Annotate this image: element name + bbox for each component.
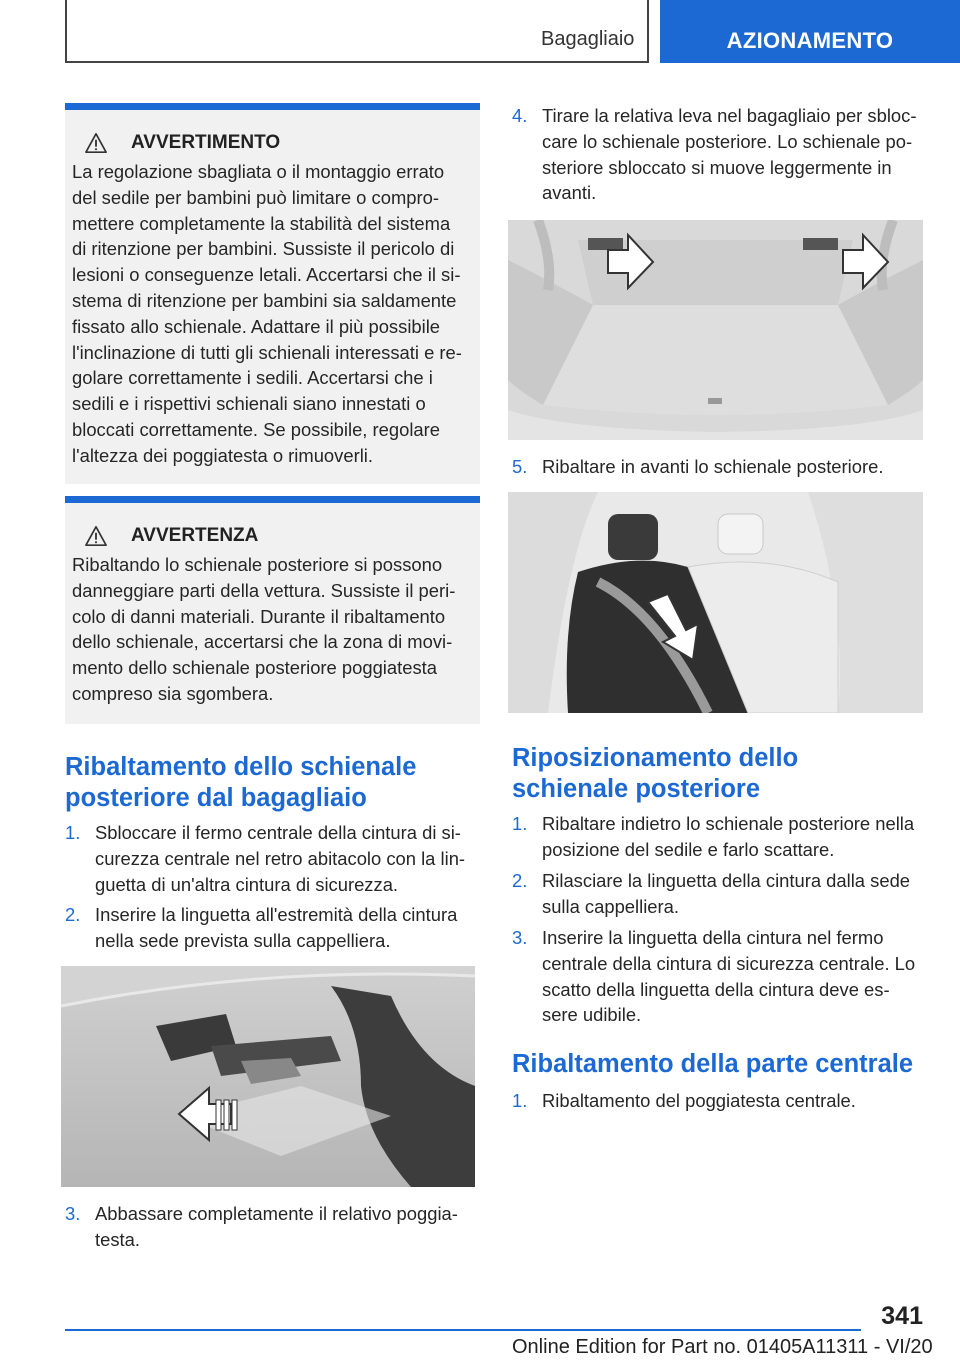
- section-heading-riposizionamento: [512, 743, 798, 805]
- page-number: 341: [881, 1302, 923, 1330]
- footer-edition-text: Online Edition for Part no. 01405A11311 - VI/20: [512, 1336, 933, 1358]
- warning-title-text: AVVERTENZA: [131, 525, 259, 546]
- step-item: [512, 811, 932, 863]
- step-item: [512, 454, 932, 480]
- warning-line: colo di danni materiali. Durante il ribaltamento: [72, 605, 446, 627]
- warning-line: mento dello schienale posteriore poggiatesta: [72, 657, 437, 679]
- warning-title: [85, 132, 474, 154]
- heading-line: posteriore dal bagagliaio: [65, 784, 367, 812]
- warning-triangle-icon: [85, 525, 107, 547]
- step-number: 3.: [65, 1203, 81, 1224]
- step-number: 1.: [512, 1090, 528, 1111]
- step-line: Inserire la linguetta all'estremità della cintura: [95, 904, 458, 925]
- parcel-shelf-illustration: [61, 966, 475, 1187]
- warning-line: sedili e i rispettivi schienali siano innestati o: [72, 393, 426, 415]
- header-chapter-tab[interactable]: AZIONAMENTO: [660, 0, 960, 63]
- step-line: Tirare la relativa leva nel bagagliaio per sbloc-: [542, 105, 917, 126]
- step-line: sere udibile.: [542, 1004, 642, 1026]
- section-heading-ribaltamento-schienale: [65, 752, 416, 814]
- footer-divider: [65, 1329, 861, 1331]
- step-line: curezza centrale nel retro abitacolo con la lin-: [95, 847, 466, 869]
- warning-line: compreso sia sgombera.: [72, 682, 274, 704]
- step-line: guetta di un'altra cintura di sicurezza.: [95, 873, 399, 895]
- step-line: care lo schienale posteriore. Lo schienale po-: [542, 130, 913, 152]
- warning-line: del sedile per bambini può limitare o compro-: [72, 186, 439, 208]
- step-line: centrale della cintura di sicurezza centrale. Lo: [542, 952, 916, 974]
- warning-line: stema di ritenzione per bambini sia saldamente: [72, 289, 457, 311]
- step-item: [65, 820, 485, 897]
- step-item: [65, 1201, 485, 1253]
- heading-line: Ribaltamento dello schienale: [65, 753, 417, 781]
- step-item: [65, 902, 485, 954]
- step-item: [512, 868, 932, 920]
- step-line: nella sede prevista sulla cappelliera.: [95, 929, 391, 951]
- warning-text: [72, 552, 474, 707]
- warning-line: danneggiare parti della vettura. Sussiste il peri-: [72, 579, 456, 601]
- step-number: 3.: [512, 927, 528, 948]
- step-item: [512, 1088, 932, 1114]
- step-line: posizione del sedile e farlo scattare.: [542, 838, 835, 860]
- step-number: 5.: [512, 456, 528, 477]
- warning-triangle-icon: [85, 132, 107, 154]
- warning-box-avvertenza: [65, 496, 480, 724]
- step-line: Abbassare completamente il relativo poggia-: [95, 1203, 458, 1224]
- warning-line: golare correttamente i sedili. Accertarsi che i: [72, 367, 433, 389]
- warning-line: di ritenzione per bambini. Sussiste il pericolo di: [72, 238, 455, 260]
- step-line: Inserire la linguetta della cintura nel fermo: [542, 927, 884, 948]
- figure-rear-seat-fold: [508, 492, 923, 713]
- rear-seat-illustration: [508, 492, 923, 713]
- warning-line: l'altezza dei poggiatesta o rimuoverli.: [72, 444, 373, 466]
- step-line: testa.: [95, 1228, 140, 1250]
- step-number: 2.: [512, 870, 528, 891]
- step-item: [512, 103, 932, 206]
- figure-trunk-release-levers: [508, 220, 923, 440]
- step-line: Ribaltare indietro lo schienale posteriore nella: [542, 813, 915, 834]
- figure-belt-tongue-parcel-shelf: [61, 966, 475, 1187]
- warning-title: [85, 525, 474, 547]
- step-item: [512, 925, 932, 1028]
- trunk-illustration: [508, 220, 923, 440]
- step-line: steriore sbloccato si muove leggermente in: [542, 156, 892, 178]
- warning-line: lesioni o conseguenze letali. Accertarsi che il si-: [72, 264, 461, 286]
- heading-line: schienale posteriore: [512, 775, 761, 803]
- warning-line: fissato allo schienale. Adattare il più possibile: [72, 315, 441, 337]
- warning-text: [72, 159, 474, 469]
- warning-line: mettere completamente la stabilità del sistema: [72, 212, 451, 234]
- warning-line: La regolazione sbagliata o il montaggio errato: [72, 161, 445, 182]
- step-number: 1.: [512, 813, 528, 834]
- warning-title-text: AVVERTIMENTO: [131, 132, 281, 153]
- step-number: 2.: [65, 904, 81, 925]
- warning-box-avvertimento: [65, 103, 480, 484]
- step-number: 4.: [512, 105, 528, 126]
- warning-line: bloccati correttamente. Se possibile, regolare: [72, 418, 441, 440]
- step-line: Ribaltamento del poggiatesta centrale.: [542, 1090, 856, 1111]
- warning-line: Ribaltando lo schienale posteriore si possono: [72, 554, 443, 575]
- step-number: 1.: [65, 822, 81, 843]
- step-line: scatto della linguetta della cintura deve es-: [542, 978, 890, 1000]
- section-heading-ribaltamento-centrale: Ribaltamento della parte centrale: [512, 1050, 914, 1078]
- header-section-title: Bagagliaio: [541, 28, 635, 50]
- warning-line: l'inclinazione di tutti gli schienali interessati e re-: [72, 341, 462, 363]
- step-line: avanti.: [542, 182, 597, 204]
- step-line: Ribaltare in avanti lo schienale posteriore.: [542, 456, 884, 477]
- step-line: Rilasciare la linguetta della cintura dalla sede: [542, 870, 911, 891]
- step-line: Sbloccare il fermo centrale della cintura di si-: [95, 822, 461, 843]
- warning-line: dello schienale, accertarsi che la zona di movi-: [72, 631, 453, 653]
- heading-line: Riposizionamento dello: [512, 744, 799, 772]
- step-line: sulla cappelliera.: [542, 895, 679, 917]
